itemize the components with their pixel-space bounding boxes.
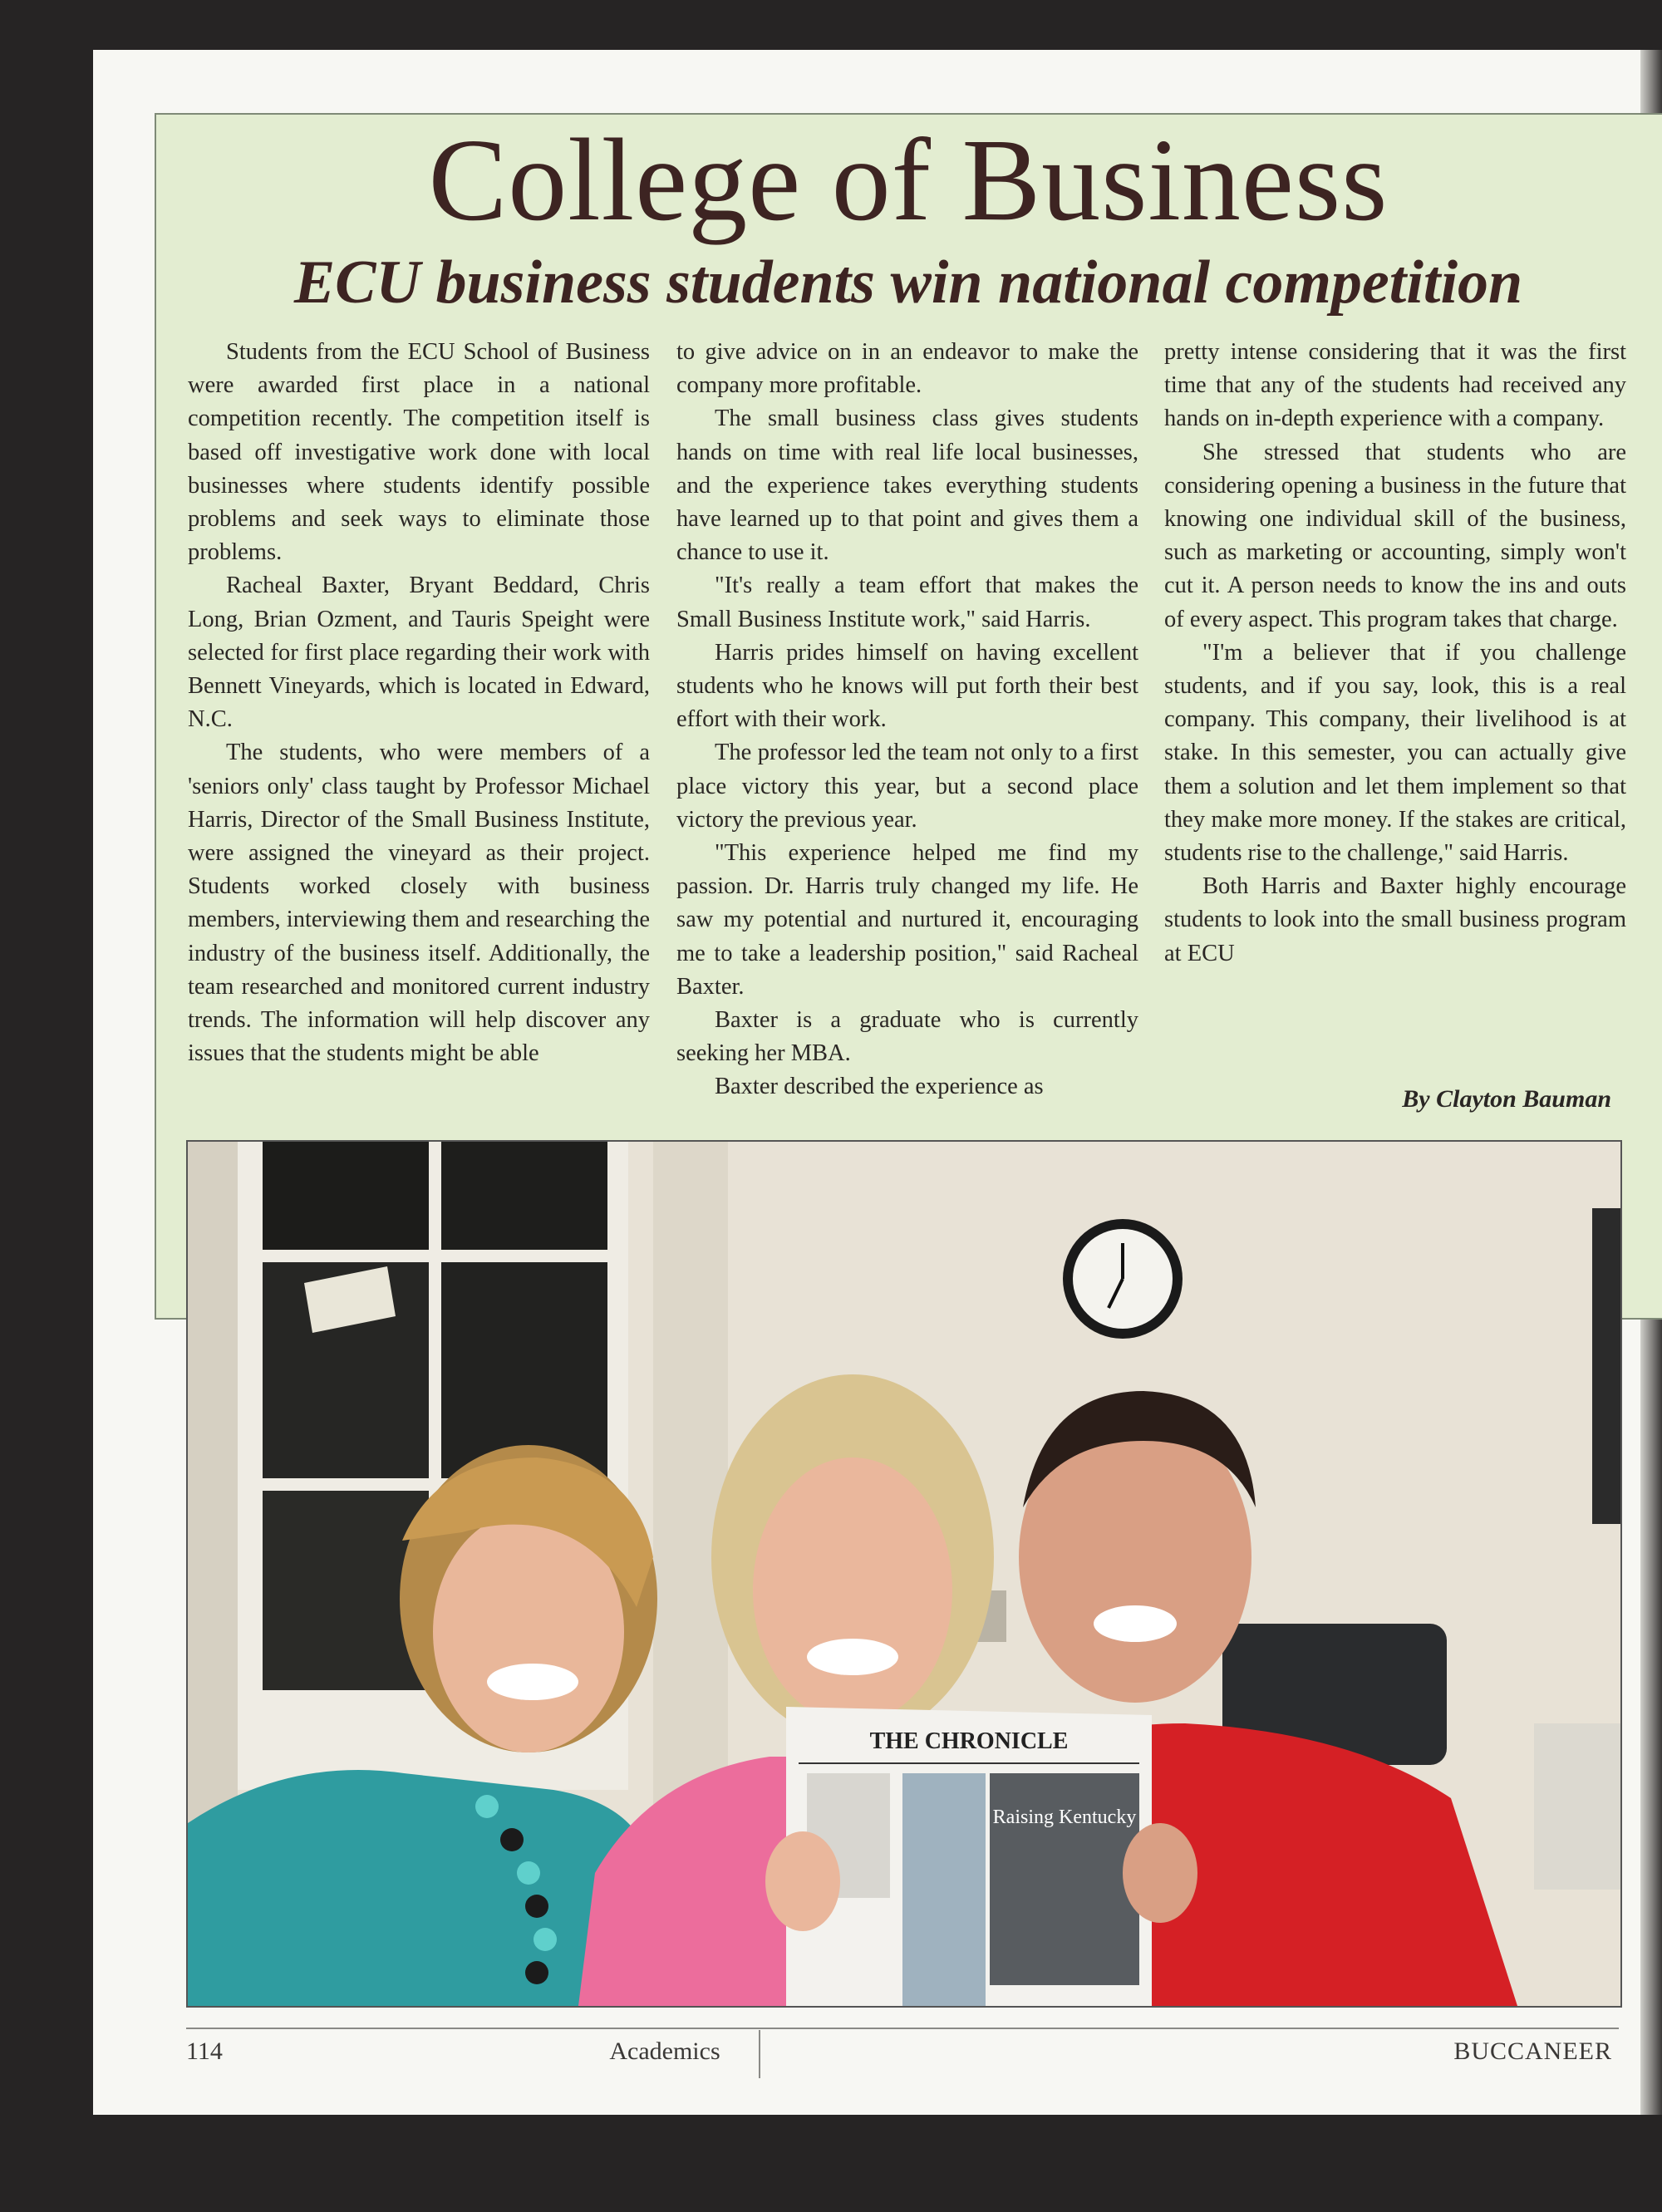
paragraph: Both Harris and Baxter highly encourage students to look into the small business program at ECU — [1164, 873, 1626, 966]
article-column-2 — [676, 336, 1138, 1104]
paragraph: Baxter is a graduate who is currently seeking her MBA. — [676, 1007, 1138, 1067]
paragraph: The small business class gives students hands on time with real life local businesses, and the experience takes everything students have learned up to that point and gives them a chance to use it. — [676, 406, 1138, 566]
article-column-3 — [1164, 336, 1626, 971]
paragraph: The professor led the team not only to a first place victory this year, but a second place victory the previous year. — [676, 740, 1138, 833]
paragraph: "This experience helped me find my passion. Dr. Harris truly changed my life. He saw my potential and nurtured it, encouraging me to take a leadership position," said Racheal Baxter. — [676, 840, 1138, 1000]
article-column-1 — [188, 336, 650, 1070]
paragraph: "It's really a team effort that makes the Small Business Institute work," said Harris. — [676, 573, 1138, 632]
article-subtitle: ECU business students win national competition — [293, 248, 1523, 317]
paragraph: Baxter described the experience as — [715, 1074, 1044, 1100]
paragraph: She stressed that students who are considering opening a business in the future that knowing one individual skill of the business, such as marketing or accounting, simply won't cut it. A person needs to know the ins and outs of every aspect. This program takes that charge. — [1164, 439, 1626, 632]
publication-name: BUCCANEER — [1453, 2037, 1612, 2065]
section-name: Academics — [609, 2037, 720, 2065]
paragraph: pretty intense considering that it was the first time that any of the students had received any hands on in-depth experience with a company. — [1164, 339, 1626, 432]
byline: By Clayton Bauman — [1402, 1085, 1611, 1113]
page-title: College of Business — [428, 114, 1389, 245]
page-number: 114 — [186, 2037, 223, 2065]
paragraph: Harris prides himself on having excellent students who he knows will put forth their best effort with their work. — [676, 639, 1138, 733]
paragraph: to give advice on in an endeavor to make the company more profitable. — [676, 339, 1138, 399]
footer-separator — [759, 2030, 760, 2078]
footer-divider — [186, 2028, 1619, 2029]
newspaper-headline: Raising Kentucky — [992, 1806, 1137, 1828]
paragraph: "I'm a believer that if you challenge students, and if you say, look, this is a real company. This company, their livelihood is at stake. In this semester, you can actually give them a solution and let them implement so that they make more money. If the stakes are critical, students rise to the challenge," said Harris. — [1164, 639, 1626, 867]
newspaper-masthead: THE CHRONICLE — [869, 1728, 1069, 1754]
students-photo — [186, 1140, 1622, 2008]
paragraph: Students from the ECU School of Business were awarded first place in a national competition recently. The competition itself is based off investigative work done with local businesses where students identify possible problems and seek ways to eliminate those problems. — [188, 339, 650, 566]
paragraph: The students, who were members of a 'seniors only' class taught by Professor Michael Harris, Director of the Small Business Institute, were assigned the vineyard as their project. Students worked closely with business members, interviewing them and researching the industry of the business itself. Additionally, the team researched and monitored current industry trends. The information will help discover any issues that the students might be able — [188, 740, 650, 1067]
paragraph: Racheal Baxter, Bryant Beddard, Chris Long, Brian Ozment, and Tauris Speight were selected for first place regarding their work with Bennett Vineyards, which is located in Edward, N.C. — [188, 573, 650, 733]
